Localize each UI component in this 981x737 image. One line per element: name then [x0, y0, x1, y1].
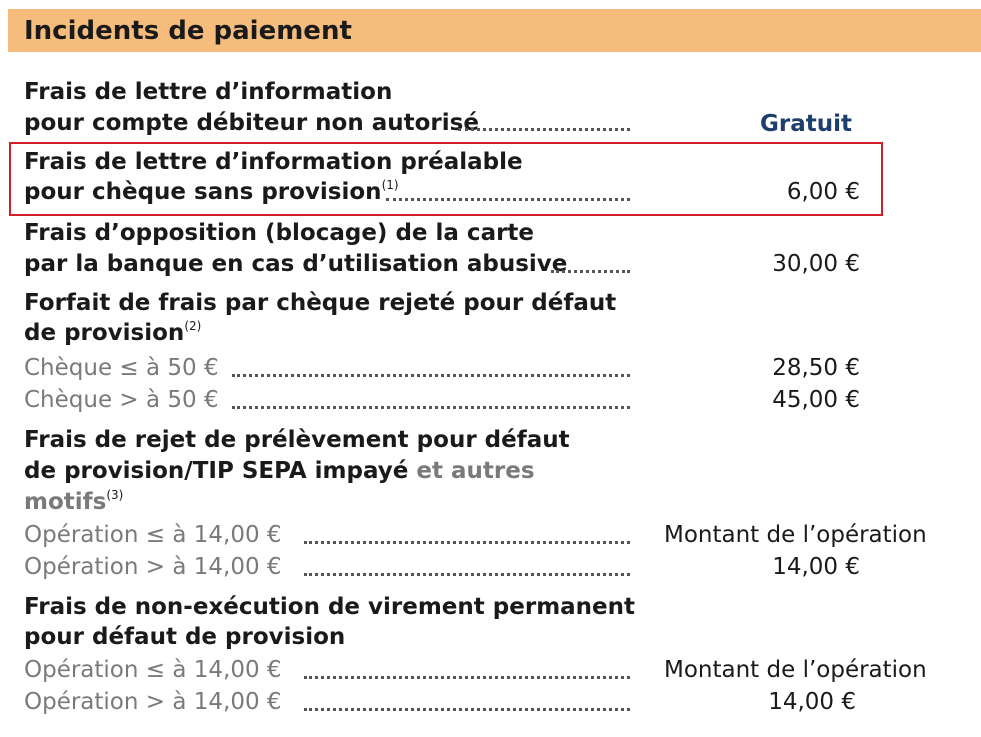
item-5-label-line2 — [24, 455, 535, 487]
leader-dots — [386, 198, 630, 201]
leader-dots — [551, 270, 630, 273]
leader-dots — [232, 374, 630, 377]
item-4-label-line2 — [24, 317, 201, 349]
item-6-row-1-label: Opération ≤ à 14,00 € — [24, 657, 282, 683]
footnote-ref: (2) — [184, 319, 202, 333]
item-5-label-line1: Frais de rejet de prélèvement pour défaut — [24, 427, 570, 453]
item-5-label-extra: et autres — [408, 458, 535, 484]
leader-dots — [304, 676, 630, 679]
item-1-value: Gratuit — [760, 111, 852, 137]
leader-dots — [458, 128, 630, 131]
item-4-label-text: de provision — [24, 320, 185, 346]
item-6-label-line1: Frais de non-exécution de virement permanent — [24, 594, 636, 620]
item-2-label-line1: Frais de lettre d’information préalable — [24, 149, 523, 175]
item-2-value: 6,00 € — [786, 179, 860, 205]
item-5-row-1-label: Opération ≤ à 14,00 € — [24, 522, 282, 548]
item-2-label-line2 — [24, 176, 399, 208]
item-3-label-line2: par la banque en cas d’utilisation abusive — [24, 251, 568, 277]
item-4-label-line1: Forfait de frais par chèque rejeté pour défaut — [24, 290, 617, 316]
leader-dots — [304, 573, 630, 576]
leader-dots — [304, 708, 630, 711]
item-1-label-line2: pour compte débiteur non autorisé — [24, 110, 479, 136]
leader-dots — [304, 541, 630, 544]
item-2-label-text: pour chèque sans provision — [24, 179, 382, 205]
item-4-row-2-value: 45,00 € — [772, 387, 860, 413]
item-1-label-line1: Frais de lettre d’information — [24, 79, 393, 105]
item-5-row-1-value: Montant de l’opération — [664, 522, 927, 548]
footnote-ref: (1) — [381, 178, 399, 192]
item-4-row-2-label: Chèque > à 50 € — [24, 387, 219, 413]
item-5-label-text: de provision/TIP SEPA impayé — [24, 458, 409, 484]
item-6-row-2-label: Opération > à 14,00 € — [24, 689, 282, 715]
footnote-ref: (3) — [106, 488, 124, 502]
item-6-row-1-value: Montant de l’opération — [664, 657, 927, 683]
item-5-row-2-label: Opération > à 14,00 € — [24, 554, 282, 580]
item-3-value: 30,00 € — [772, 251, 860, 277]
item-4-row-1-label: Chèque ≤ à 50 € — [24, 355, 219, 381]
item-5-row-2-value: 14,00 € — [772, 554, 860, 580]
item-4-row-1-value: 28,50 € — [772, 355, 860, 381]
item-6-label-line2: pour défaut de provision — [24, 624, 346, 650]
section-header — [8, 9, 981, 52]
item-5-label-line3-text: motifs — [24, 489, 107, 515]
section-title: Incidents de paiement — [24, 16, 352, 46]
item-5-label-line3 — [24, 486, 123, 518]
item-6-row-2-value: 14,00 € — [768, 689, 856, 715]
leader-dots — [232, 406, 630, 409]
item-3-label-line1: Frais d’opposition (blocage) de la carte — [24, 220, 535, 246]
